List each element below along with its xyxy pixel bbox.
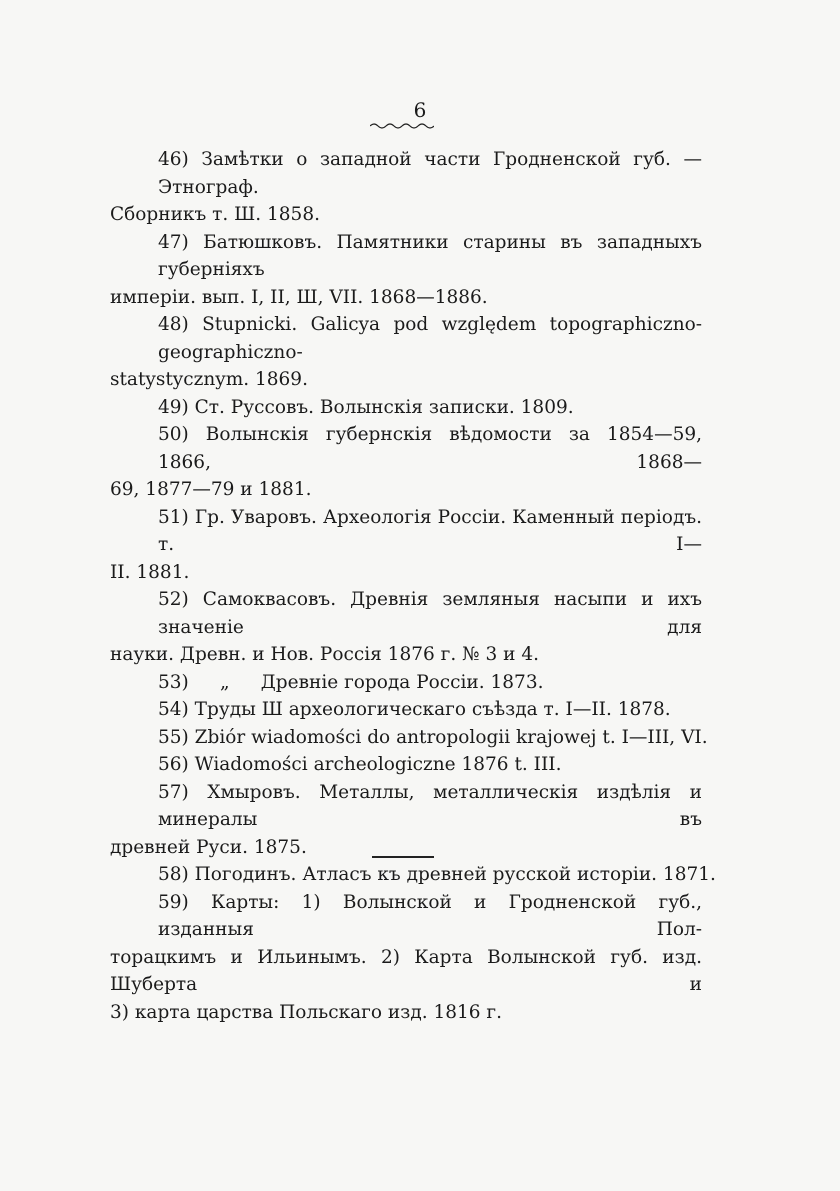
bibliography-entry-59 xyxy=(110,889,702,1027)
entry-line: имперіи. вып. I, II, Ш, VII. 1868—1886. xyxy=(110,286,488,308)
entry-line: 47) Батюшковъ. Памятники старины въ западныхъ губерніяхъ xyxy=(158,231,702,280)
page-number-ornament xyxy=(370,122,434,130)
entry-line xyxy=(110,669,702,697)
bibliography-entry-54 xyxy=(110,696,702,724)
entry-line: 57) Хмыровъ. Металлы, металлическія издѣлія и минералы въ xyxy=(158,781,702,830)
entry-line: науки. Древн. и Нов. Россія 1876 г. № 3 и 4. xyxy=(110,644,539,665)
bibliography-entry-49 xyxy=(110,394,702,422)
entry-line: 56) Wiadomości archeologiczne 1876 t. III. xyxy=(158,754,562,775)
entry-line: 55) Zbiór wiadomości do antropologii krajowej t. I—III, VI. xyxy=(158,726,708,748)
page-number: 6 xyxy=(413,98,427,122)
entry-line: 59) Карты: 1) Волынской и Гродненской губ., изданныя Пол- xyxy=(158,891,702,940)
entry-line: 49) Ст. Руссовъ. Волынскія записки. 1809. xyxy=(158,396,574,418)
bibliography-entry-56 xyxy=(110,751,702,779)
entry-line: 51) Гр. Уваровъ. Археологія Россіи. Каменный періодъ. т. I— xyxy=(158,506,702,555)
bibliography-entry-52 xyxy=(110,586,702,669)
entry-line: 58) Погодинъ. Атласъ къ древней русской исторіи. 1871. xyxy=(158,864,716,885)
bibliography-entry-47 xyxy=(110,229,702,312)
entry-line: древней Руси. 1875. xyxy=(110,836,307,858)
entry-line: 52) Самоквасовъ. Древнія земляныя насыпи и ихъ значеніе для xyxy=(158,589,702,638)
ditto-mark: „ xyxy=(219,671,230,693)
bibliography-entry-46 xyxy=(110,146,702,229)
entry-line: 54) Труды Ш археологическаго съѣзда т. I—II. 1878. xyxy=(158,699,671,720)
bibliography-entry-48 xyxy=(110,311,702,394)
bibliography-entry-55 xyxy=(110,724,708,752)
entry-line: 48) Stupnicki. Galicya pod względem topographiczno-geographiczno- xyxy=(158,314,702,363)
entry-number: 53) xyxy=(158,671,189,693)
bibliography-entry-50 xyxy=(110,421,702,504)
entry-line: II. 1881. xyxy=(110,561,190,583)
entry-text: Древніе города Россіи. 1873. xyxy=(260,671,544,693)
entry-line: торацкимъ и Ильинымъ. 2) Карта Волынской губ. изд. Шуберта и xyxy=(110,946,702,995)
bibliography-entry-51 xyxy=(110,504,702,587)
entry-line: Сборникъ т. Ш. 1858. xyxy=(110,204,320,225)
end-rule xyxy=(372,856,434,858)
bibliography-entry-53 xyxy=(110,669,702,697)
entry-line: 50) Волынскія губернскія вѣдомости за 1854—59, 1866, 1868— xyxy=(158,424,702,473)
entry-line: 69, 1877—79 и 1881. xyxy=(110,479,312,500)
entry-line: 3) карта царства Польскаго изд. 1816 г. xyxy=(110,1001,503,1023)
entry-line: 46) Замѣтки о западной части Гродненской губ. — Этнограф. xyxy=(158,149,702,198)
bibliography-entry-58 xyxy=(110,861,716,889)
bibliography-entry-57 xyxy=(110,779,702,862)
entry-line: statystycznym. 1869. xyxy=(110,369,308,390)
bibliography-list xyxy=(110,146,716,1026)
